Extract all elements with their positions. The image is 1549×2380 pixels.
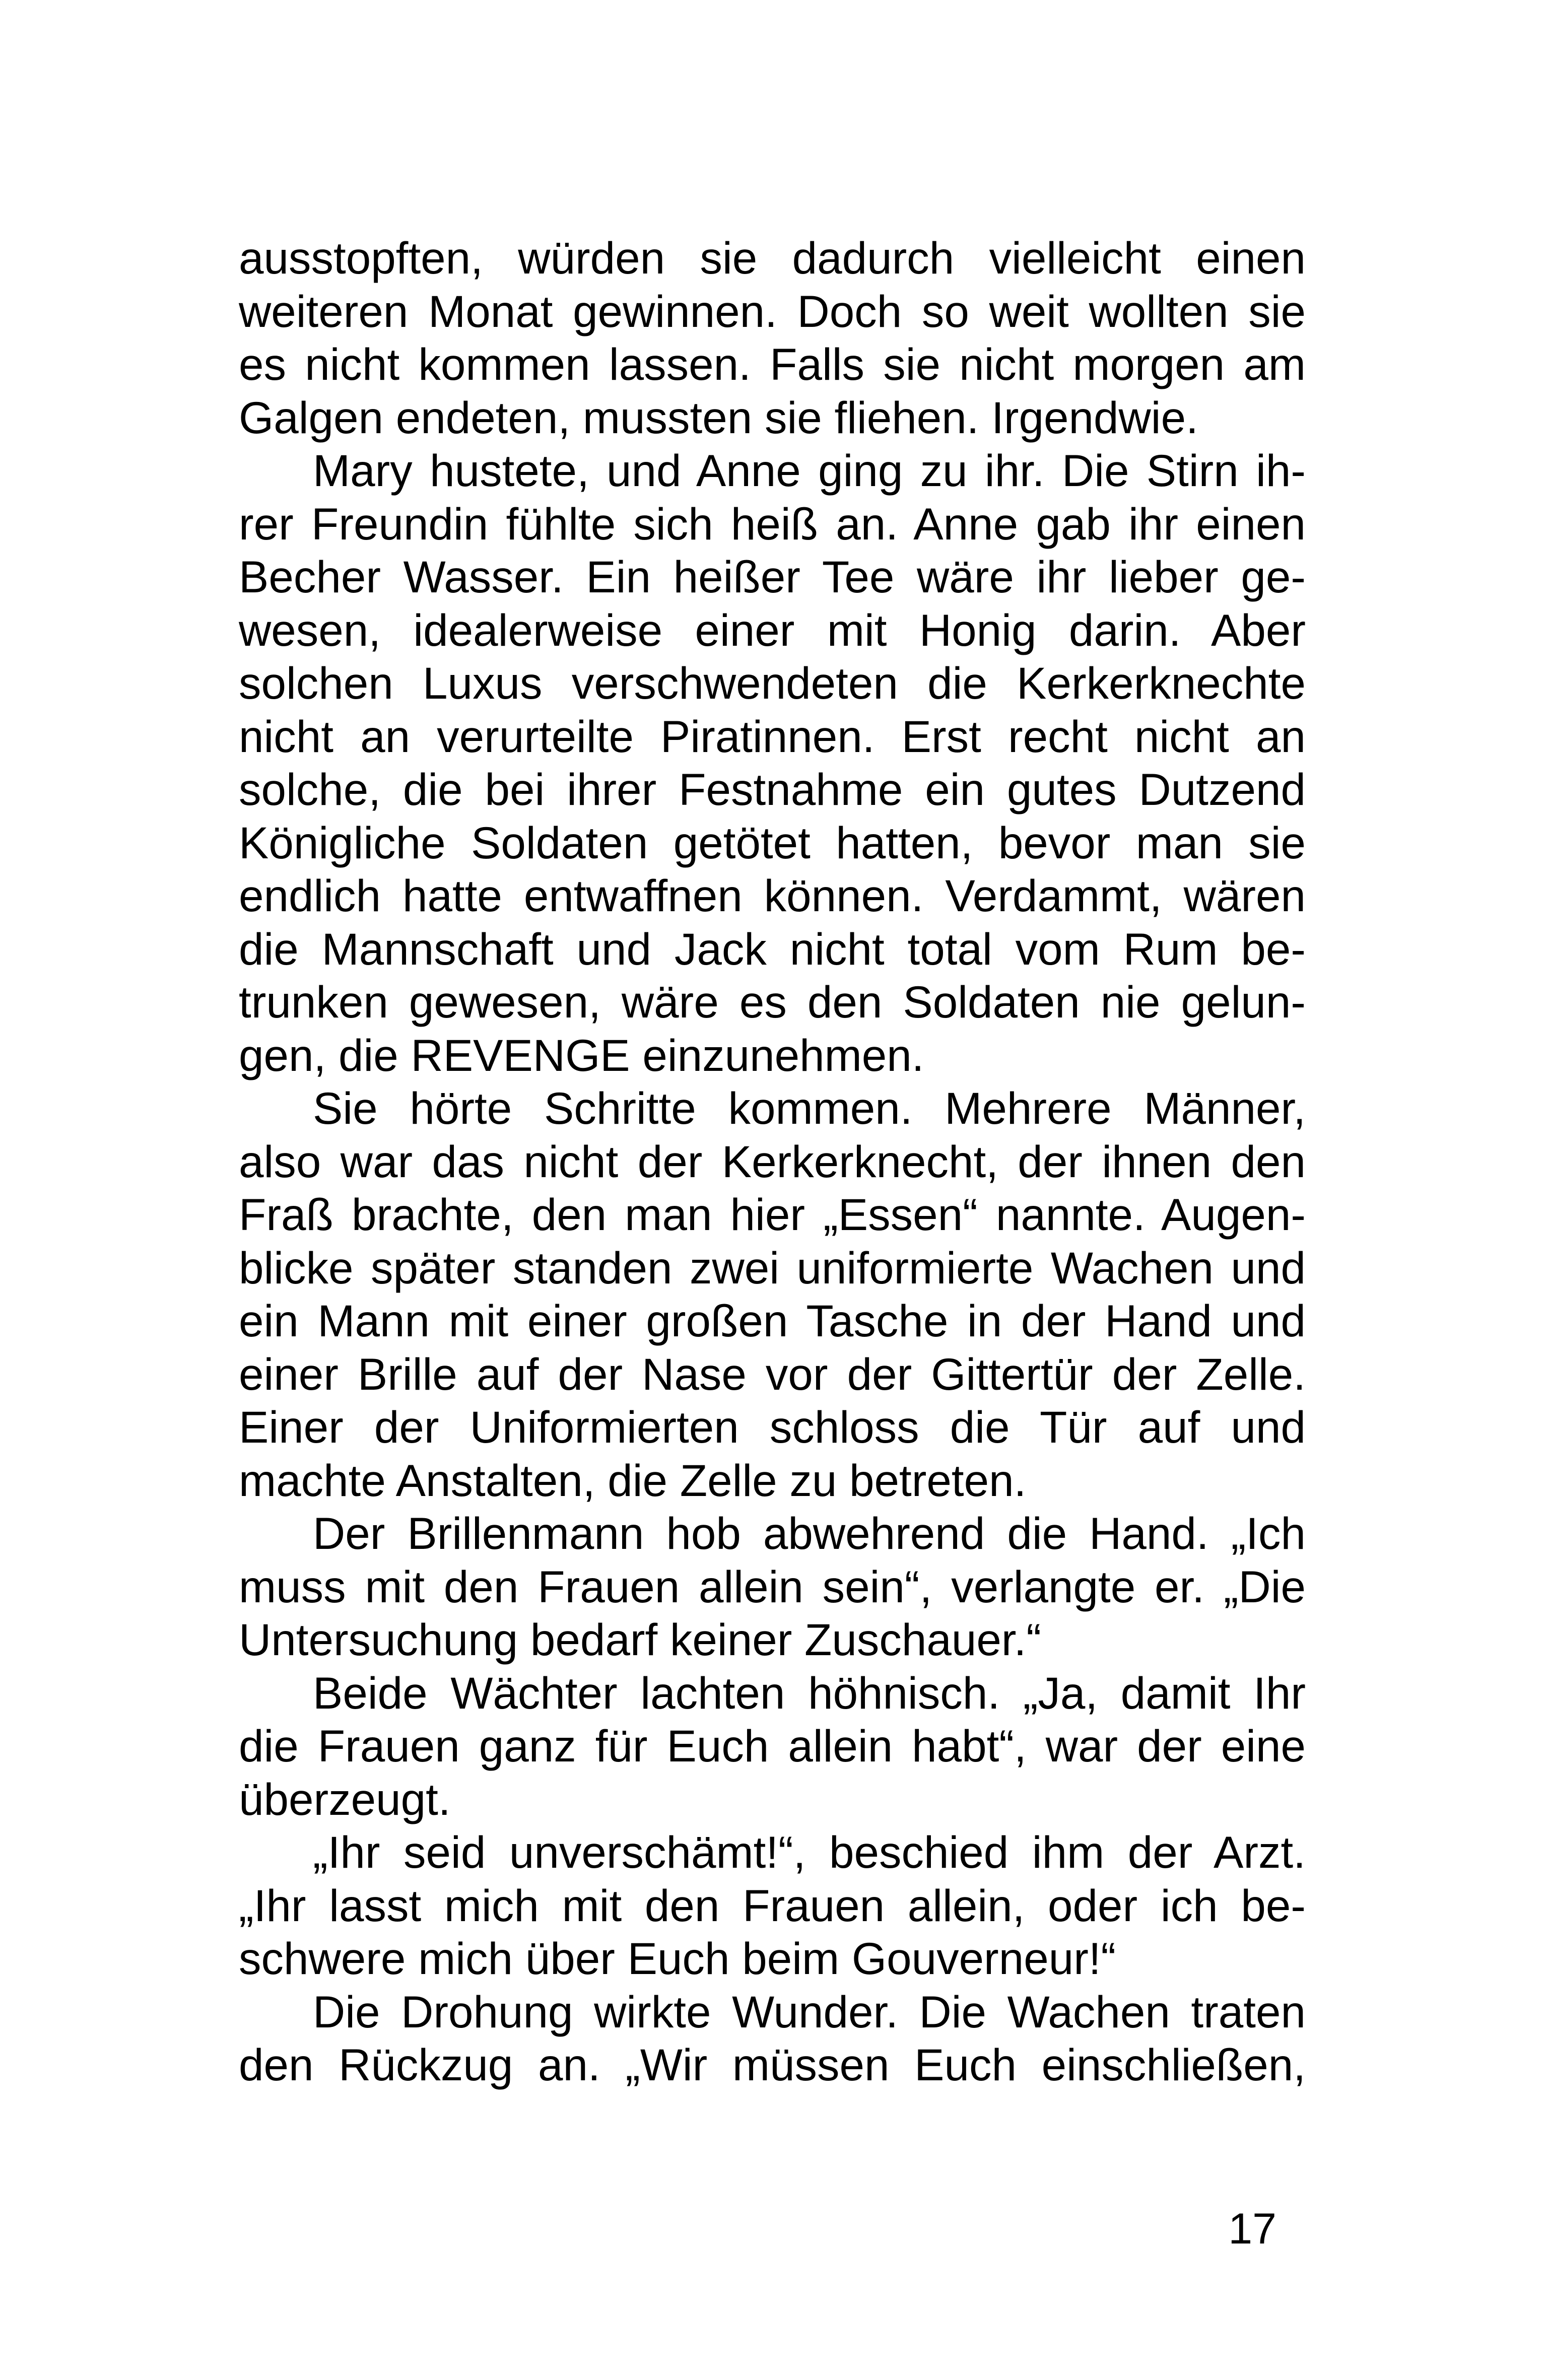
text-line: solchen Luxus verschwendeten die Kerkerknechte <box>239 658 1306 708</box>
text-line: Der Brillenmann hob abwehrend die Hand. „Ich <box>313 1508 1306 1558</box>
text-line: blicke später standen zwei uniformierte Wachen und <box>239 1242 1306 1293</box>
text-line: Untersuchung bedarf keiner Zuschauer.“ <box>239 1614 1042 1665</box>
text-line: Die Drohung wirkte Wunder. Die Wachen traten <box>313 1986 1306 2037</box>
text-line: schwere mich über Euch beim Gouverneur!“ <box>239 1933 1116 1984</box>
text-line: Einer der Uniformierten schloss die Tür auf und <box>239 1402 1306 1452</box>
text-line: „Ihr seid unverschämt!“, beschied ihm der Arzt. <box>313 1827 1306 1877</box>
text-line: machte Anstalten, die Zelle zu betreten. <box>239 1455 1027 1506</box>
text-line: nicht an verurteilte Piratinnen. Erst recht nicht an <box>239 711 1306 762</box>
body-text <box>239 232 1306 2092</box>
text-line: also war das nicht der Kerkerknecht, der ihnen den <box>239 1136 1306 1187</box>
text-line: die Frauen ganz für Euch allein habt“, war der eine <box>239 1721 1306 1771</box>
text-line: „Ihr lasst mich mit den Frauen allein, oder ich be- <box>239 1880 1306 1931</box>
text-line: endlich hatte entwaffnen können. Verdammt, wären <box>239 870 1306 921</box>
text-line: ein Mann mit einer großen Tasche in der Hand und <box>239 1296 1306 1346</box>
text-line: trunken gewesen, wäre es den Soldaten nie gelun- <box>239 977 1306 1027</box>
text-line: weiteren Monat gewinnen. Doch so weit wollten sie <box>239 286 1306 336</box>
text-line: einer Brille auf der Nase vor der Gittertür der Zelle. <box>239 1348 1306 1399</box>
text-line: Sie hörte Schritte kommen. Mehrere Männer, <box>313 1083 1306 1133</box>
text-line: Becher Wasser. Ein heißer Tee wäre ihr lieber ge- <box>239 552 1306 602</box>
text-line: Königliche Soldaten getötet hatten, bevor man sie <box>239 817 1306 868</box>
text-line: Galgen endeten, mussten sie fliehen. Irgendwie. <box>239 392 1198 443</box>
page-number: 17 <box>1228 2205 1276 2253</box>
text-line: rer Freundin fühlte sich heiß an. Anne gab ihr einen <box>239 498 1306 549</box>
text-line: die Mannschaft und Jack nicht total vom Rum be- <box>239 923 1306 974</box>
text-line: Mary hustete, und Anne ging zu ihr. Die Stirn ih- <box>313 445 1306 496</box>
text-line: ausstopften, würden sie dadurch vielleicht einen <box>239 233 1306 283</box>
text-line: es nicht kommen lassen. Falls sie nicht morgen am <box>239 339 1306 389</box>
text-line: wesen, idealerweise einer mit Honig darin. Aber <box>239 604 1306 655</box>
text-line: muss mit den Frauen allein sein“, verlangte er. „Die <box>239 1561 1306 1612</box>
text-line: überzeugt. <box>239 1774 451 1824</box>
text-line: Fraß brachte, den man hier „Essen“ nannte. Augen- <box>239 1189 1306 1240</box>
text-line: gen, die REVENGE einzunehmen. <box>239 1030 924 1080</box>
text-line: Beide Wächter lachten höhnisch. „Ja, damit Ihr <box>313 1667 1306 1718</box>
text-line: den Rückzug an. „Wir müssen Euch einschließen, <box>239 2039 1306 2090</box>
text-line: solche, die bei ihrer Festnahme ein gutes Dutzend <box>239 764 1306 814</box>
